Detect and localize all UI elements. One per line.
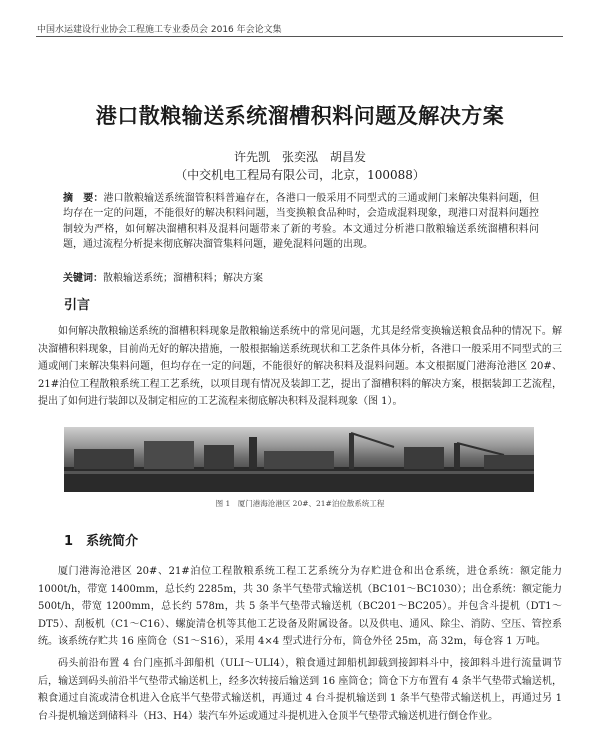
affiliation: （中交机电工程局有限公司，北京，100088） bbox=[175, 168, 425, 182]
intro-heading: 引言 bbox=[64, 298, 91, 313]
section-1-paragraph-1: 厦门港海沧港区 20#、21#泊位工程散粮系统工程工艺系统分为存贮进仓和出仓系统，进仓系统：额定能力 1000t/h，带宽 1400mm，总长约 2285m，共 30 条半气垫带式输送机（BC101～BC1030）；出仓系统：额定能力 500t/h，带宽 1200mm，总长约 578m，共 5 条半气垫带式输送机（BC201～BC205）。并包含斗提机（DT1～DT5）、刮板机（C1～C16）、螺旋清仓机等其他工艺设备及附属设备。以及供电、通风、除尘、消防、空压、管控系统。该系统存贮共 16 座筒仓（S1～S16），采用 4×4 型式进行分布，筒仓外径 25m，高 32m，每仓容 1 万吨。 bbox=[38, 566, 562, 648]
section-1-heading bbox=[64, 530, 138, 549]
paper-title: 港口散粮输送系统溜槽积料问题及解决方案 bbox=[95, 104, 505, 128]
section-1-title: 系统简介 bbox=[86, 534, 139, 549]
authors: 许先凯 张奕泓 胡昌发 bbox=[233, 150, 366, 164]
port-photo-illustration bbox=[64, 427, 534, 492]
intro-paragraph: 如何解决散粮输送系统的溜槽积料现象是散粮输送系统中的常见问题，尤其是经常变换输送粮食品种的情况下。解决溜槽积料现象，目前尚无好的解决措施，一般根据输送系统现状和工艺条件具体分析，各港口一般采用不同型式的三通或闸门来解决集料问题，但均存在一定的问题，不能很好的解决积料及混料问题。本文根据厦门港海沧港区 20#、21#泊位工程散粮系统工程工艺系统，以项目现有情况及装卸工艺，提出了溜槽积料的解决方案，根据装卸工艺流程，提出了如何进行装卸以及制定相应的工艺流程来彻底解决积料及混料现象（图 1）。 bbox=[38, 326, 562, 408]
abstract bbox=[63, 191, 539, 252]
keywords-text: 散粮输送系统；溜槽积料；解决方案 bbox=[103, 273, 263, 284]
keywords bbox=[63, 269, 539, 284]
header-divider bbox=[36, 36, 563, 37]
section-1-number: 1 bbox=[64, 534, 74, 549]
abstract-text: 港口散粮输送系统溜管积料普遍存在，各港口一般采用不同型式的三通或闸门来解决集料问题，但均存在一定的问题，不能很好的解决积料问题，当变换粮食品种时，会造成混料现象，现港口对混料问题控制较为严格，如何解决溜槽积料及混料问题带来了新的考验。本文通过分析港口散粮输送系统溜槽积料问题，通过流程分析提来彻底解决溜管集料问题，避免混料问题的出现。 bbox=[63, 193, 540, 250]
port-photo bbox=[64, 427, 534, 492]
abstract-label: 摘 要： bbox=[63, 193, 104, 204]
figure-caption: 图 1 厦门港海沧港区 20#、21#泊位散系统工程 bbox=[215, 499, 385, 508]
running-header: 中国水运建设行业协会工程施工专业委员会 2016 年会论文集 bbox=[37, 25, 282, 35]
keywords-label: 关键词： bbox=[63, 273, 103, 284]
section-1-paragraph-2: 码头前沿布置 4 台门座抓斗卸船机（ULI～ULI4），粮食通过卸船机卸载到接卸料斗中，接卸料斗进行流量调节后，输送到码头前沿半气垫带式输送机上，经多次转接后输送到 16 座筒仓；筒仓下方布置有 4 条半气垫带式输送机，粮食通过自流或清仓机进入仓底半气垫带式输送机，再通过 4 台斗提机输送到 1 条半气垫带式输送机上，再通过另 1 台斗提机输送到储料斗（H3、H4）装汽车外运或通过斗提机进入仓顶半气垫带式输送机进行倒仓作业。 bbox=[38, 658, 562, 722]
